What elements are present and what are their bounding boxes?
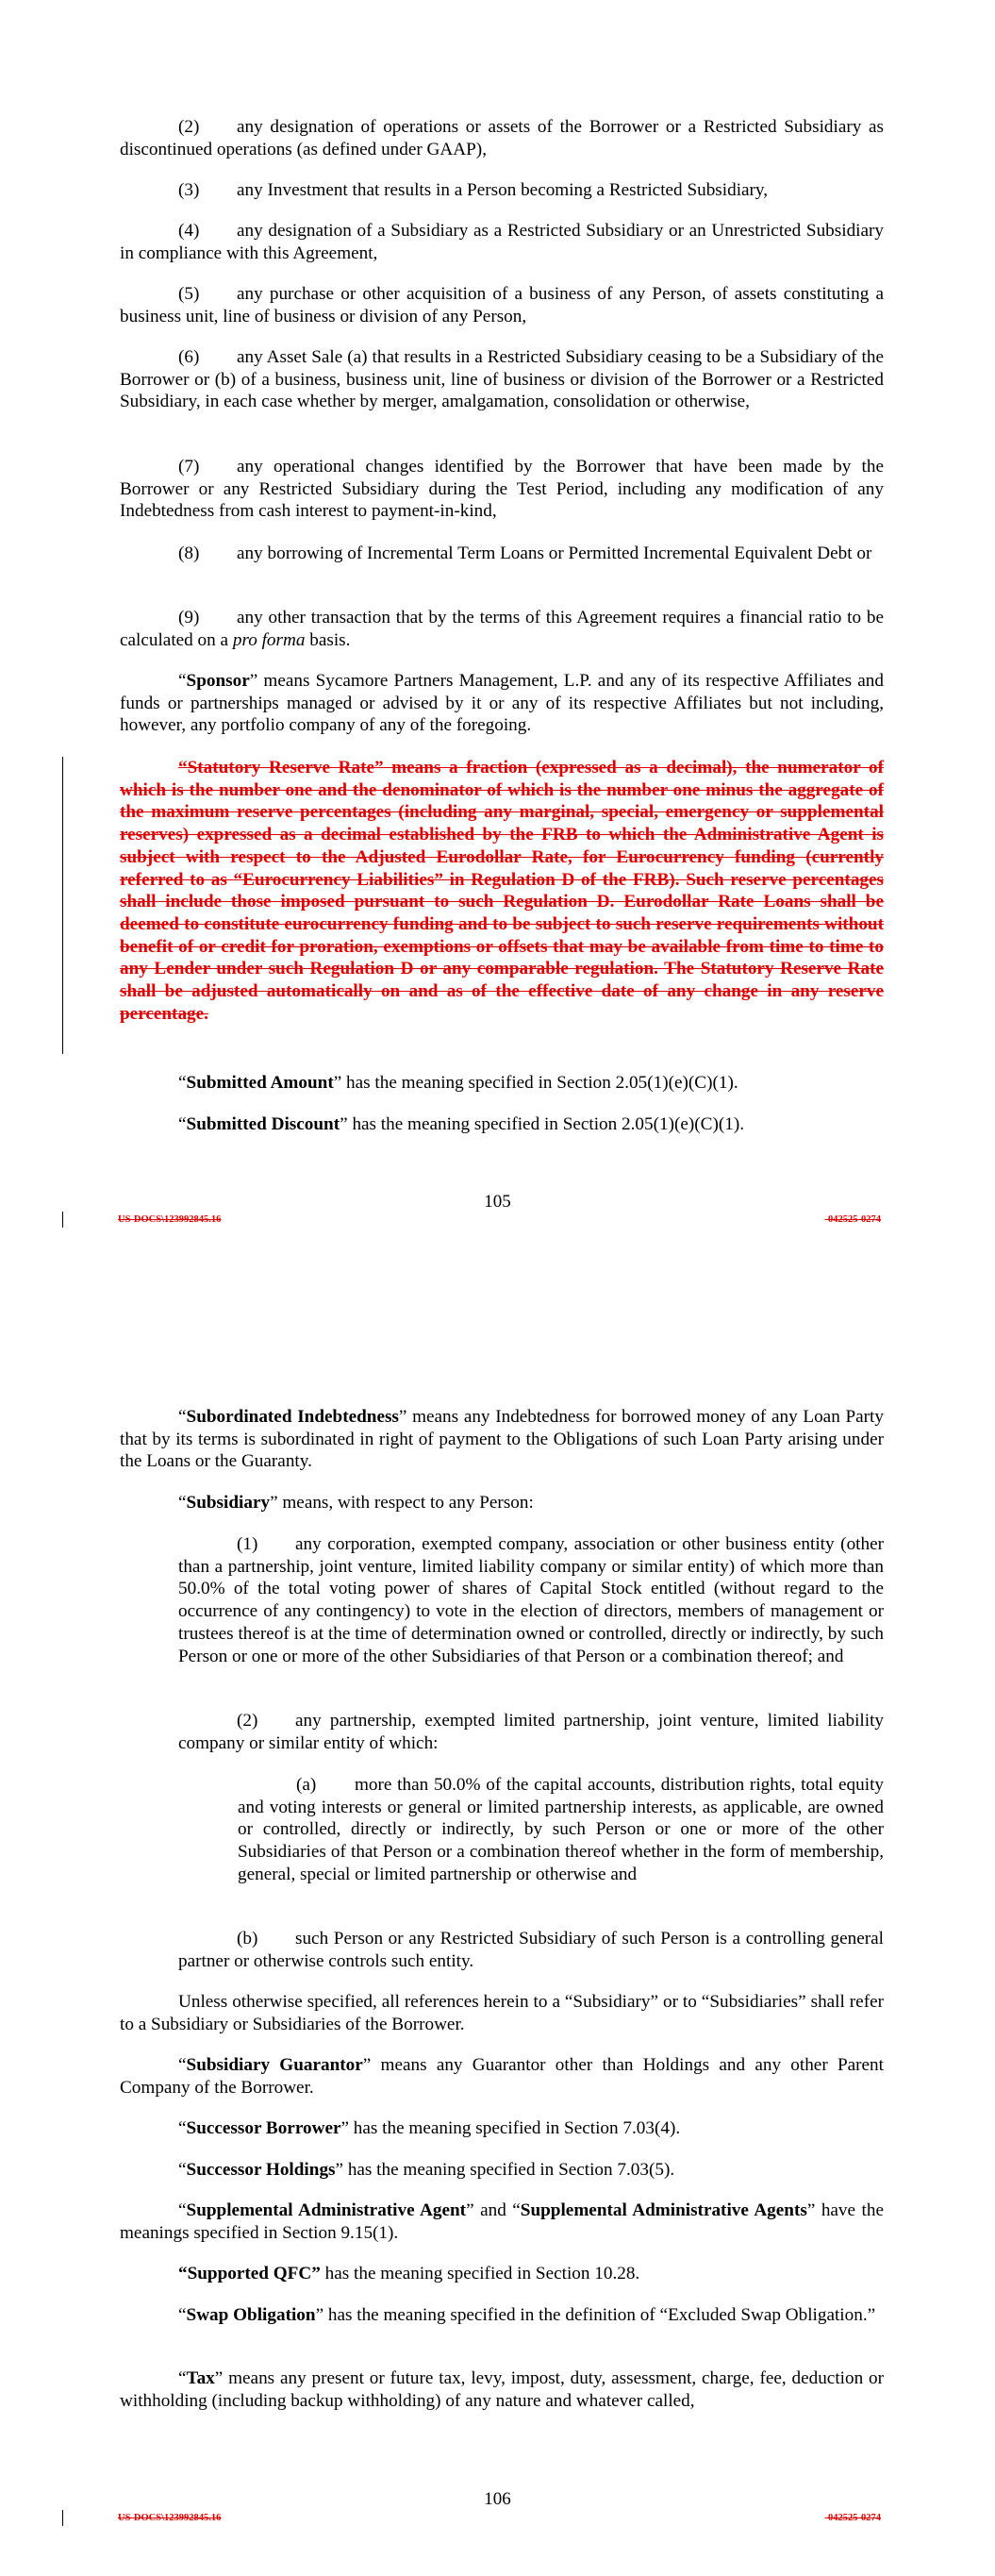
subsidiary-clause-1: (1) any corporation, exempted company, association or other business entity (other than a partnership, joint venture, limited liability company or similar entity) of which more than 50.0% of the total voting power of shares of Capital Stock entitled (without regard to the occurrence of any contingency) to vote in the election of directors, members of management or trustees thereof is at the time of determination owned or controlled, directly or indirectly, by such Person or one or more of the other Subsidiaries of that Person or a combination thereof; and [178,1534,884,1666]
footer-change-bar [62,1212,63,1228]
definition-swap-obligation: “Swap Obligation” has the meaning specified in the definition of “Excluded Swap Obligation.” [178,2305,876,2325]
footer-matter-number: -042525-0274 [824,1214,881,1225]
change-bar [62,757,63,1054]
definition-subordinated-indebtedness: “Subordinated Indebtedness” means any Indebtedness for borrowed money of any Loan Party that by its terms is subordinated in right of payment to the Obligations of such Loan Party arising under the Loans or the Guaranty. [120,1407,884,1472]
page-number: 105 [484,1192,511,1212]
definition-subsidiary: “Subsidiary” means, with respect to any Person: [178,1493,534,1513]
clause-4: (4) any designation of a Subsidiary as a Restricted Subsidiary or an Unrestricted Subsidiary in compliance with this Agreement, [120,221,884,263]
clause-5: (5) any purchase or other acquisition of a business of any Person, of assets constituting a business unit, line of business or division of any Person, [120,284,884,326]
definition-statutory-reserve-rate-deleted: “Statutory Reserve Rate” means a fraction (expressed as a decimal), the numerator of which is the number one and the denominator of which is the number one minus the aggregate of the maximum reserve percentages (including any marginal, special, emergency or supplemental reserves) expressed as a decimal established by the FRB to which the Administrative Agent is subject with respect to the Adjusted Eurodollar Rate, for Eurocurrency funding (currently referred to as “Eurocurrency Liabilities” in Regulation D of the FRB). Such reserve percentages shall include those imposed pursuant to such Regulation D. Eurodollar Rate Loans shall be deemed to constitute eurocurrency funding and to be subject to such reserve requirements without benefit of or credit for proration, exemptions or offsets that may be available from time to time to any Lender under such Regulation D or any comparable regulation. The Statutory Reserve Rate shall be adjusted automatically on and as of the effective date of any change in any reserve percentage. [120,758,884,1024]
footer-doc-id: US-DOCS\123992845.16 [118,1214,222,1225]
subsidiary-clause-2b: (b) such Person or any Restricted Subsidiary of such Person is a controlling general partner or otherwise controls such entity. [178,1929,884,1971]
page-number: 106 [484,2489,511,2509]
subsidiary-clause-2a: (a) more than 50.0% of the capital accounts, distribution rights, total equity and voting interests or general or limited partnership interests, as applicable, are owned or controlled, directly or indirectly, by such Person or one or more of the other Subsidiaries of that Person or a combination thereof whether in the form of membership, general, special or limited partnership or otherwise and [238,1775,884,1884]
page-106 [0,1302,995,2576]
definition-tax: “Tax” means any present or future tax, levy, impost, duty, assessment, charge, fee, deduction or withholding (including backup withholding) of any nature and whatever called, [120,2368,884,2411]
clause-6: (6) any Asset Sale (a) that results in a Restricted Subsidiary ceasing to be a Subsidiary of the Borrower or (b) of a business, business unit, line of business or division of the Borrower or a Restricted Subsidiary, in each case whether by merger, amalgamation, consolidation or otherwise, [120,347,884,412]
clause-2: (2) any designation of operations or assets of the Borrower or a Restricted Subsidiary as discontinued operations (as defined under GAAP), [120,117,884,159]
clause-8: (8) any borrowing of Incremental Term Loans or Permitted Incremental Equivalent Debt or [178,544,872,563]
footer-matter-number: -042525-0274 [824,2513,881,2523]
subsidiary-clause-2: (2) any partnership, exempted limited partnership, joint venture, limited liability company or similar entity of which: [178,1711,884,1753]
definition-submitted-amount: “Submitted Amount” has the meaning specified in Section 2.05(1)(e)(C)(1). [178,1073,738,1093]
definition-submitted-discount: “Submitted Discount” has the meaning specified in Section 2.05(1)(e)(C)(1). [178,1114,745,1134]
definition-supported-qfc: “Supported QFC” has the meaning specified in Section 10.28. [178,2264,640,2283]
clause-7: (7) any operational changes identified by the Borrower that have been made by the Borrower or any Restricted Subsidiary during the Test Period, including any modification of any Indebtedness from cash interest to payment-in-kind, [120,457,884,522]
clause-3: (3) any Investment that results in a Person becoming a Restricted Subsidiary, [178,180,769,200]
clause-9: (9) any other transaction that by the terms of this Agreement requires a financial ratio to be calculated on a pro forma basis. [120,608,884,650]
definition-successor-holdings: “Successor Holdings” has the meaning specified in Section 7.03(5). [178,2160,675,2180]
footer-change-bar [62,2510,63,2526]
definition-sponsor: “Sponsor” means Sycamore Partners Management, L.P. and any of its respective Affiliates and funds or partnerships managed or advised by it or any of its respective Affiliates but not including, however, any portfolio company of any of the foregoing. [120,671,884,736]
definition-subsidiary-guarantor: “Subsidiary Guarantor” means any Guarantor other than Holdings and any other Parent Company of the Borrower. [120,2055,884,2098]
footer-doc-id: US-DOCS\123992845.16 [118,2513,222,2523]
subsidiary-references: Unless otherwise specified, all references herein to a “Subsidiary” or to “Subsidiaries” shall refer to a Subsidiary or Subsidiaries of the Borrower. [120,1992,884,2034]
definition-successor-borrower: “Successor Borrower” has the meaning specified in Section 7.03(4). [178,2118,681,2138]
definition-supplemental-administrative-agent: “Supplemental Administrative Agent” and “Supplemental Administrative Agents” have the meanings specified in Section 9.15(1). [120,2200,884,2243]
